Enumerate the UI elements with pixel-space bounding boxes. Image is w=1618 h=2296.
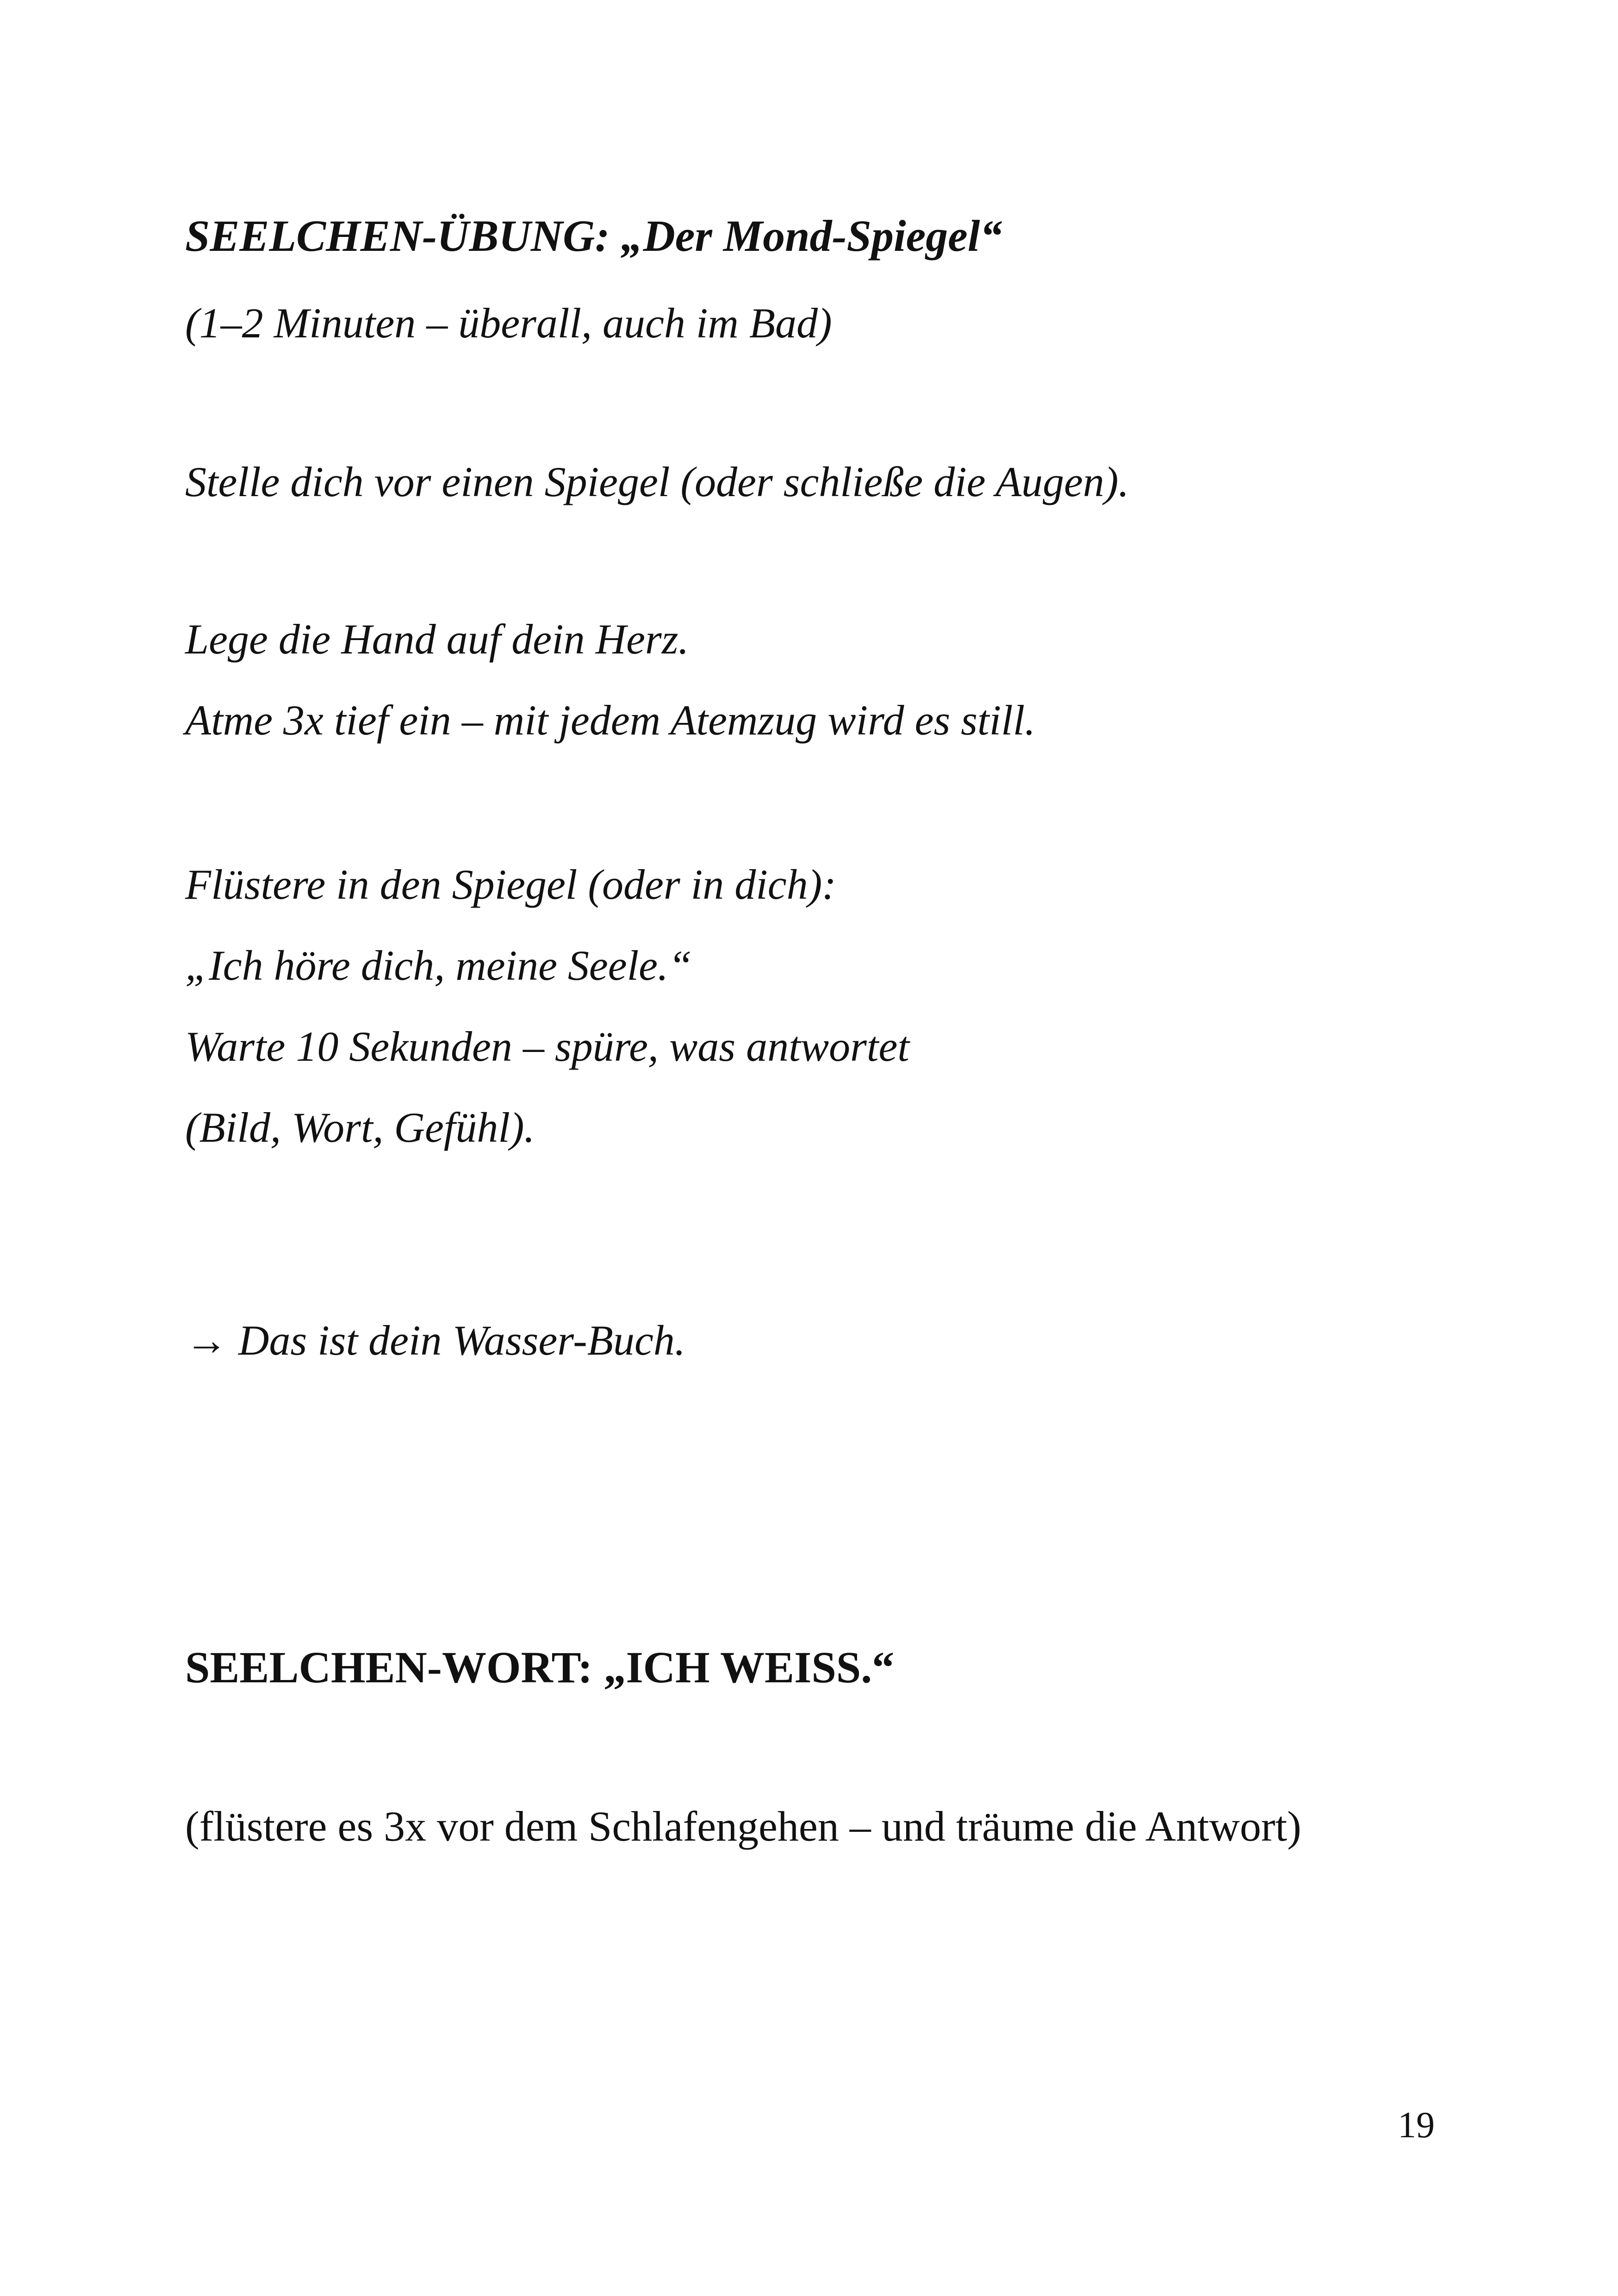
exercise-step-breathe: Atme 3x tief ein – mit jedem Atemzug wird es still. [185, 697, 1036, 744]
exercise-heading: SEELCHEN-ÜBUNG: „Der Mond-Spiegel“ [185, 211, 1002, 261]
exercise-conclusion: → Das ist dein Wasser-Buch. [185, 1317, 685, 1364]
page-number: 19 [1398, 2105, 1435, 2146]
exercise-duration: (1–2 Minuten – überall, auch im Bad) [185, 299, 832, 347]
exercise-step-wait: Warte 10 Sekunden – spüre, was antwortet [185, 1023, 909, 1070]
word-heading: SEELCHEN-WORT: „ICH WEISS.“ [185, 1643, 895, 1692]
exercise-step-wait-detail: (Bild, Wort, Gefühl). [185, 1104, 535, 1151]
exercise-whisper-phrase: „Ich höre dich, meine Seele.“ [185, 942, 692, 989]
word-instruction: (flüstere es 3x vor dem Schlafengehen – und träume die Antwort) [185, 1803, 1301, 1850]
exercise-step-whisper: Flüstere in den Spiegel (oder in dich): [185, 861, 836, 908]
exercise-step-hand: Lege die Hand auf dein Herz. [185, 616, 689, 663]
exercise-step-mirror: Stelle dich vor einen Spiegel (oder schließe die Augen). [185, 458, 1129, 505]
